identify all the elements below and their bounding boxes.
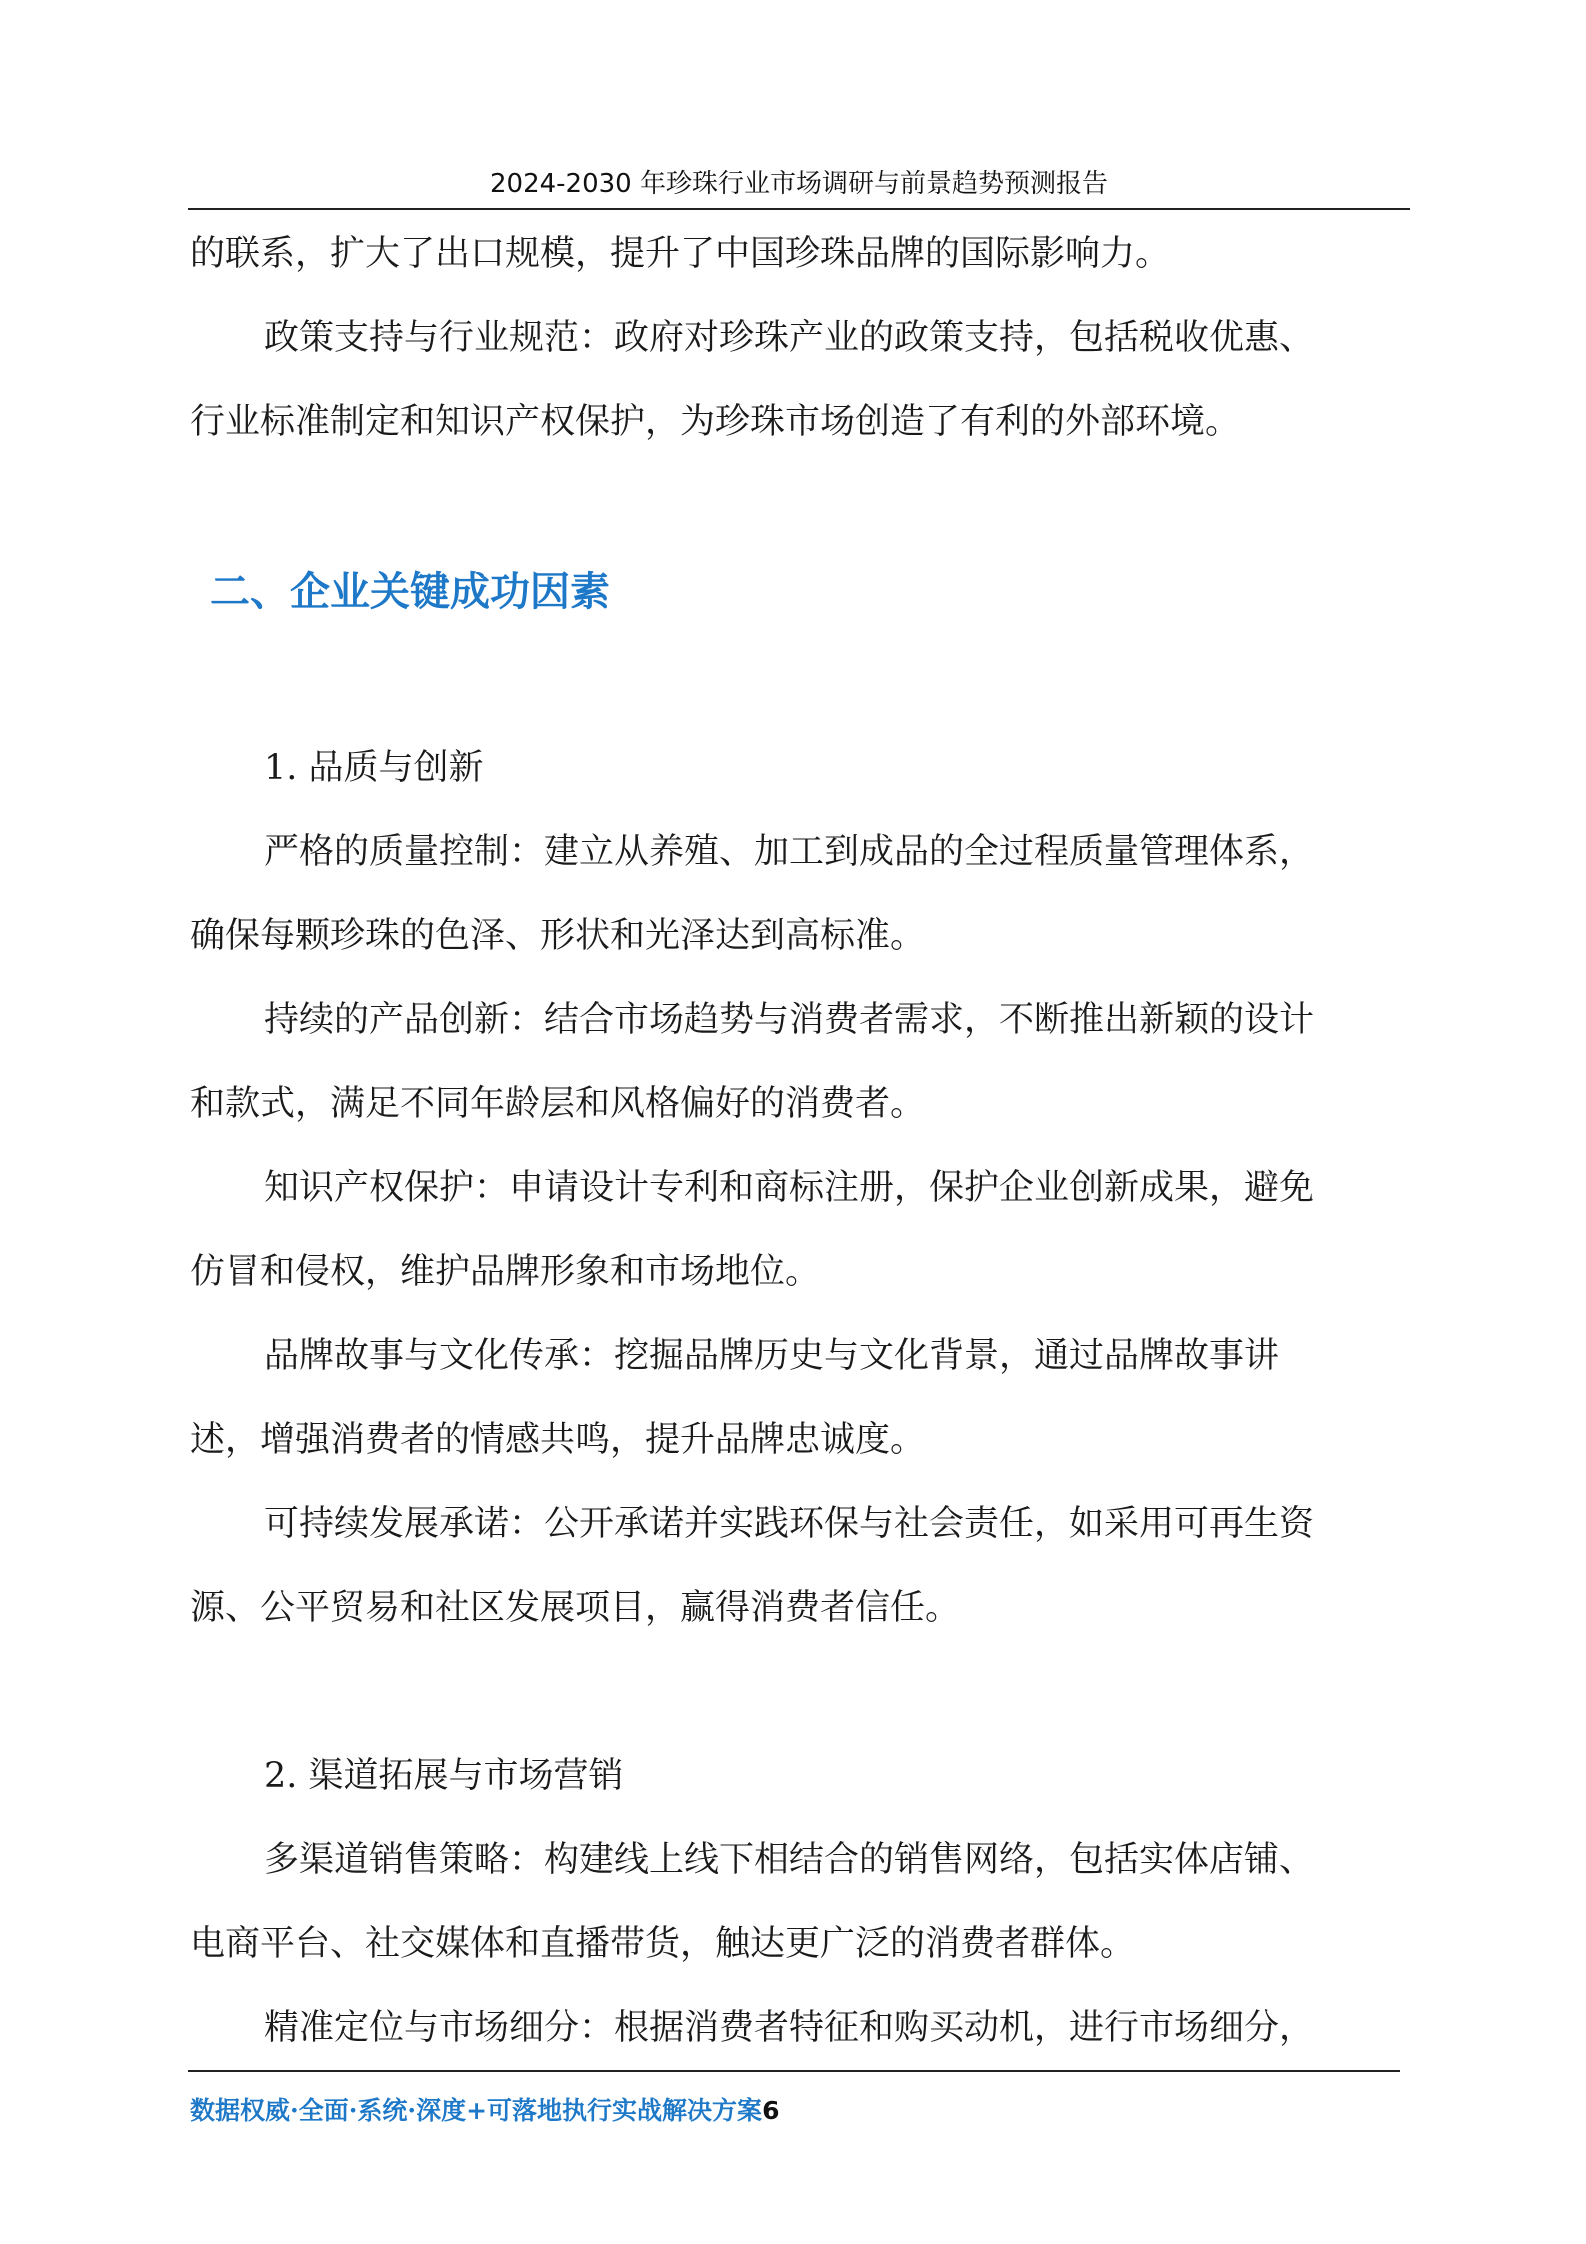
intro-line-1: 的联系，扩大了出口规模，提升了中国珍珠品牌的国际影响力。 (190, 234, 1171, 274)
policy-line-2: 行业标准制定和知识产权保护，为珍珠市场创造了有利的外部环境。 (190, 402, 1241, 442)
subsection-2-heading: 2. 渠道拓展与市场营销 (264, 1756, 624, 1796)
footer-divider (188, 2070, 1400, 2072)
ip-protection-line-1: 知识产权保护：申请设计专利和商标注册，保护企业创新成果，避免 (264, 1168, 1315, 1208)
brand-story-line-1: 品牌故事与文化传承：挖掘品牌历史与文化背景，通过品牌故事讲 (264, 1336, 1280, 1376)
positioning-line-1: 精准定位与市场细分：根据消费者特征和购买动机，进行市场细分， (264, 2008, 1315, 2048)
running-header-title: 2024-2030 年珍珠行业市场调研与前景趋势预测报告 (490, 169, 1108, 199)
product-innovation-line-1: 持续的产品创新：结合市场趋势与消费者需求，不断推出新颖的设计 (264, 1000, 1315, 1040)
quality-control-line-1: 严格的质量控制：建立从养殖、加工到成品的全过程质量管理体系， (264, 832, 1315, 872)
page-number: 6 (762, 2096, 780, 2125)
policy-line-1: 政策支持与行业规范：政府对珍珠产业的政策支持，包括税收优惠、 (264, 318, 1315, 358)
section-heading: 二、企业关键成功因素 (210, 569, 610, 615)
subsection-1-heading: 1. 品质与创新 (264, 748, 484, 788)
header-divider (188, 208, 1410, 210)
sustainability-line-1: 可持续发展承诺：公开承诺并实践环保与社会责任，如采用可再生资 (264, 1504, 1315, 1544)
footer (190, 2093, 779, 2129)
footer-slogan: 数据权威·全面·系统·深度+可落地执行实战解决方案 (190, 2096, 763, 2125)
sustainability-line-2: 源、公平贸易和社区发展项目，赢得消费者信任。 (190, 1588, 961, 1628)
multichannel-line-2: 电商平台、社交媒体和直播带货，触达更广泛的消费者群体。 (190, 1924, 1136, 1964)
ip-protection-line-2: 仿冒和侵权，维护品牌形象和市场地位。 (190, 1252, 821, 1292)
multichannel-line-1: 多渠道销售策略：构建线上线下相结合的销售网络，包括实体店铺、 (264, 1840, 1315, 1880)
quality-control-line-2: 确保每颗珍珠的色泽、形状和光泽达到高标准。 (190, 916, 926, 956)
product-innovation-line-2: 和款式，满足不同年龄层和风格偏好的消费者。 (190, 1084, 926, 1124)
brand-story-line-2: 述，增强消费者的情感共鸣，提升品牌忠诚度。 (190, 1420, 926, 1460)
